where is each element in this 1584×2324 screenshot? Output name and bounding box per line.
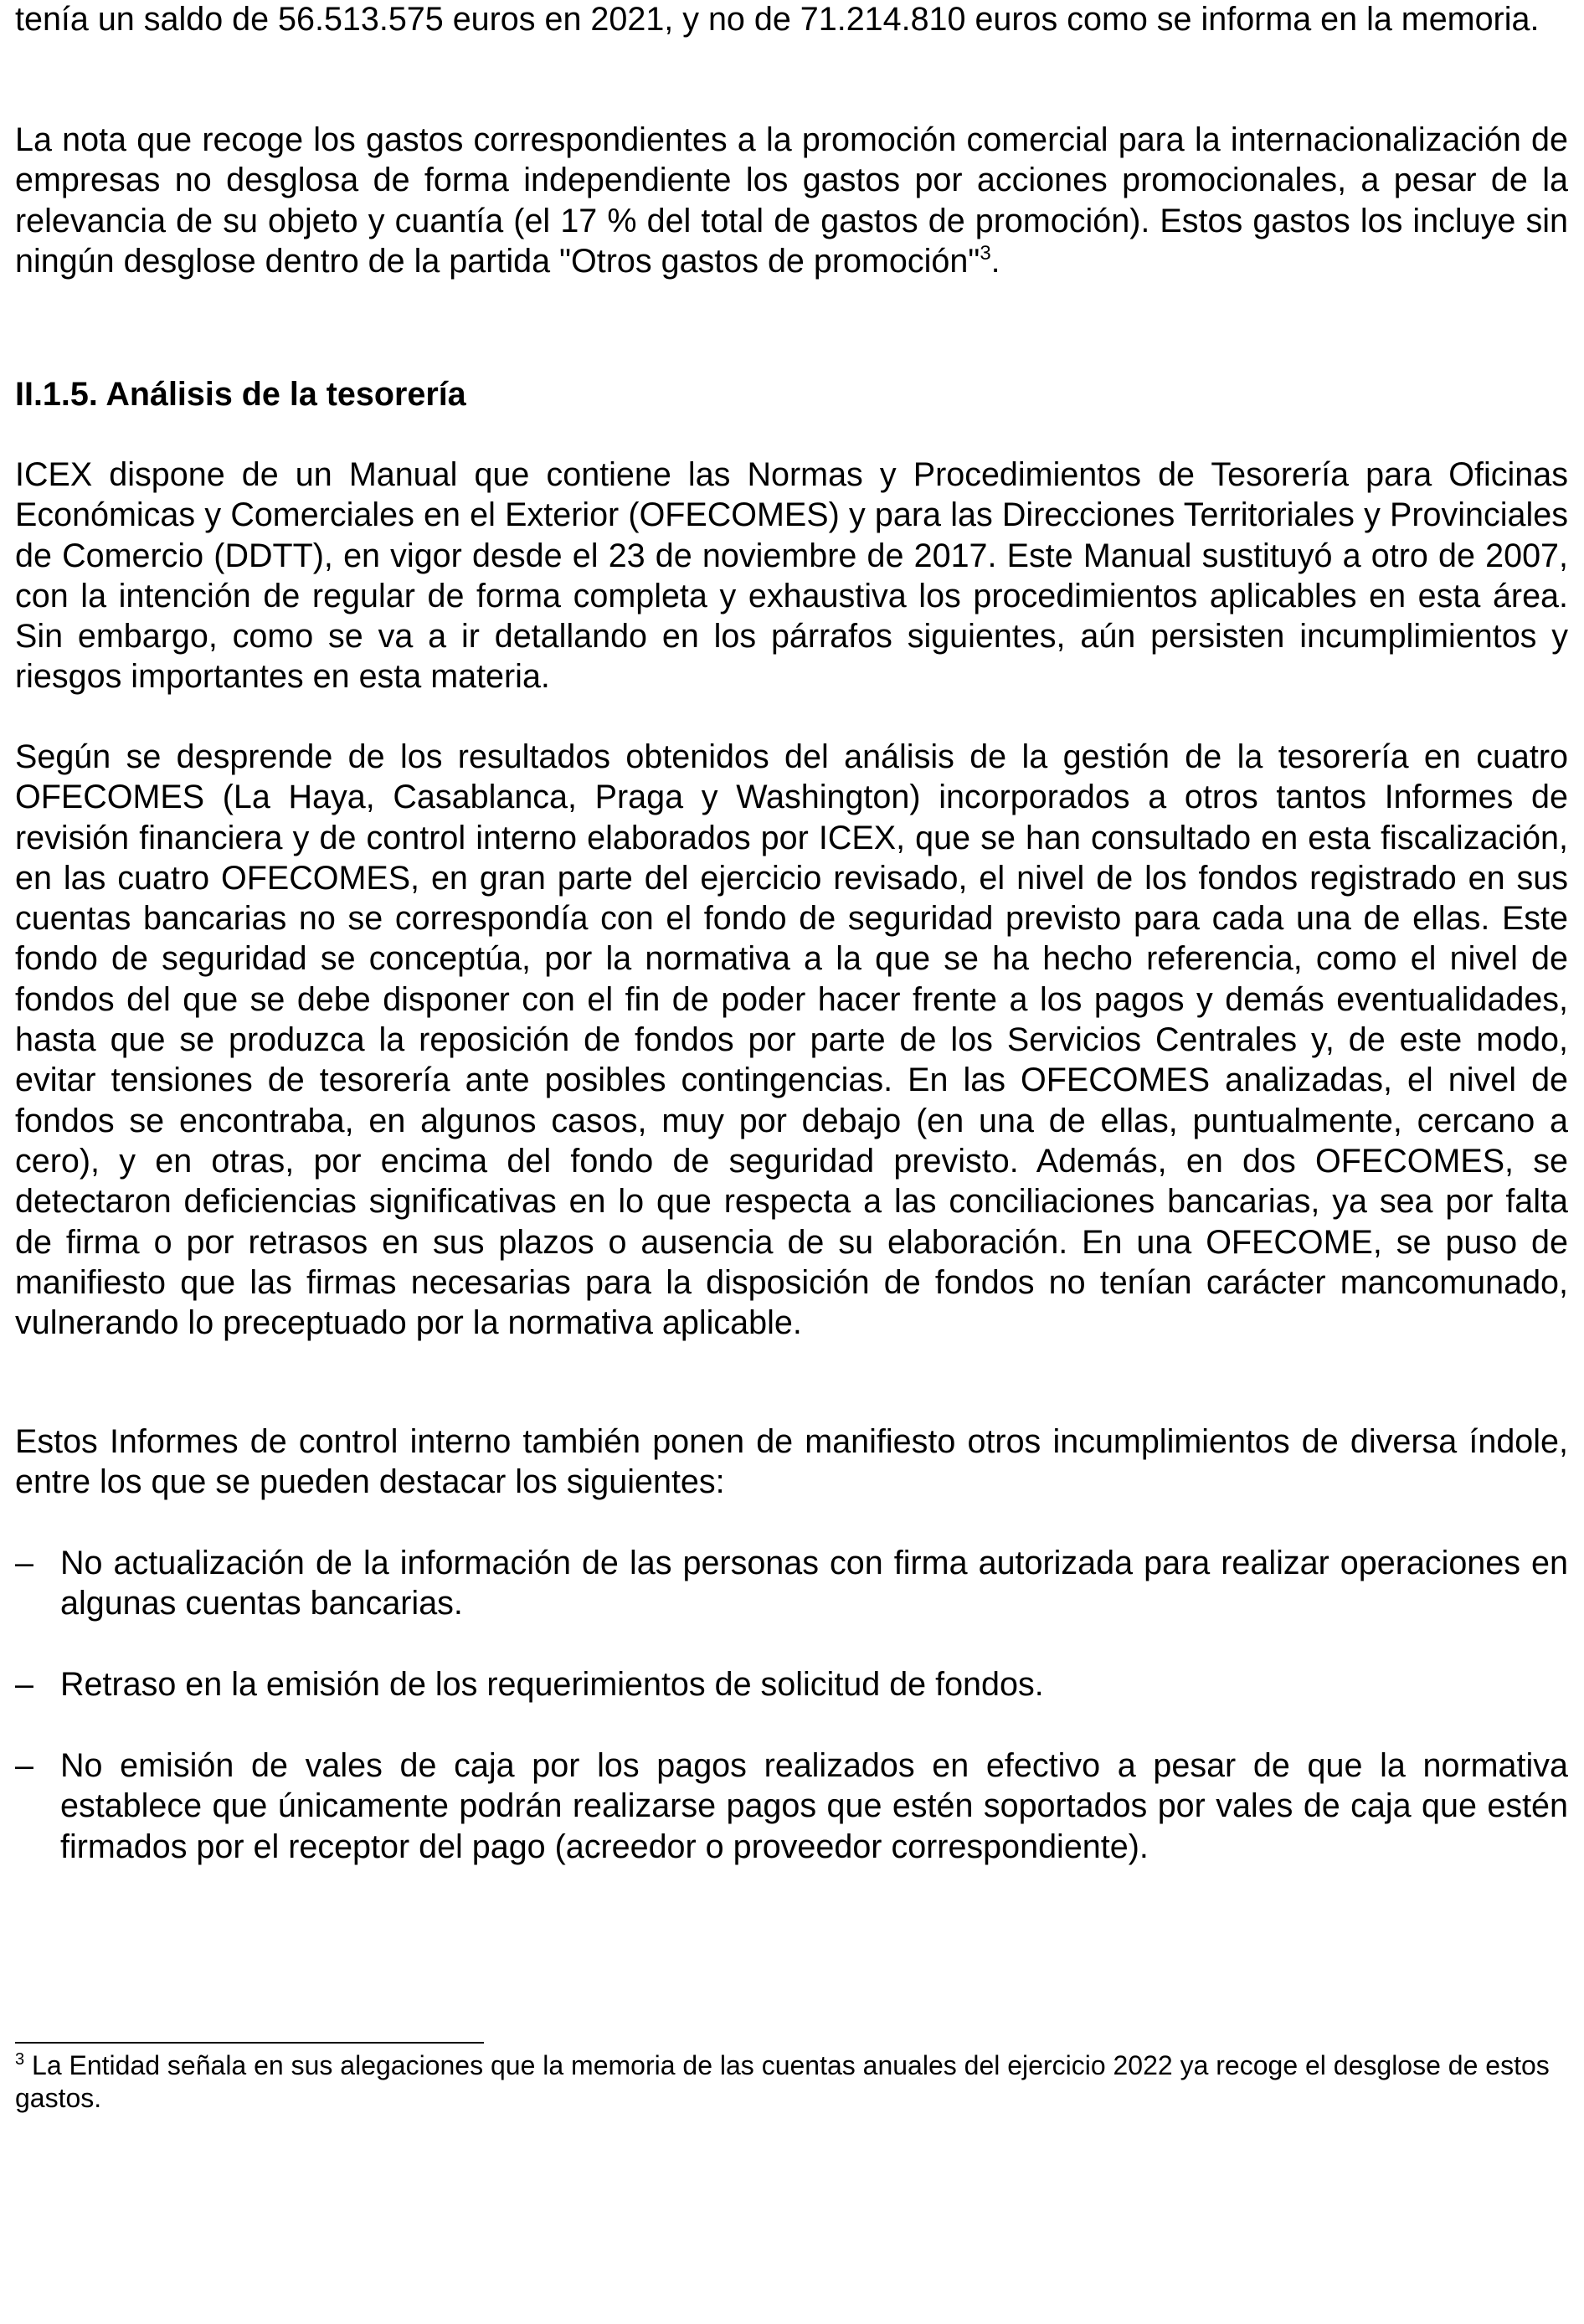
dash-bullet-icon: –: [15, 1747, 33, 1784]
list-item-text: Retraso en la emisión de los requerimientos de solicitud de fondos.: [60, 1666, 1044, 1703]
paragraph-promocion-text: La nota que recoge los gastos correspondientes a la promoción comercial para la internacionalización de empresas no desglosa de forma independiente los gastos por acciones promocionales, a pesar de la relevancia de su objeto y cuantía (el 17 % del total de gastos de promoción). Estos gastos los incluye sin ningún desglose dentro de la partida "Otros gastos de promoción": [15, 121, 1568, 280]
paragraph-ofecomes: Según se desprende de los resultados obtenidos del análisis de la gestión de la tesorería en cuatro OFECOMES (La Haya, Casablanca, Praga y Washington) incorporados a otros tantos Informes de revisión financiera y de control interno elaborados por ICEX, que se han consultado en esta fiscalización, en las cuatro OFECOMES, en gran parte del ejercicio revisado, el nivel de los fondos registrado en sus cuentas bancarias no se correspondía con el fondo de seguridad previsto para cada una de ellas. Este fondo de seguridad se conceptúa, por la normativa a la que se ha hecho referencia, como el nivel de fondos del que se debe disponer con el fin de poder hacer frente a los pagos y demás eventualidades, hasta que se produzca la reposición de fondos por parte de los Servicios Centrales y, de este modo, evitar tensiones de tesorería ante posibles contingencias. En las OFECOMES analizadas, el nivel de fondos se encontraba, en algunos casos, muy por debajo (en una de ellas, puntualmente, cercano a cero), y en otras, por encima del fondo de seguridad previsto. Además, en dos OFECOMES, se detectaron deficiencias significativas en lo que respecta a las conciliaciones bancarias, ya sea por falta de firma o por retrasos en sus plazos o ausencia de su elaboración. En una OFECOME, se puso de manifiesto que las firmas necesarias para la disposición de fondos no tenían carácter mancomunado, vulnerando lo preceptuado por la normativa aplicable.: [15, 738, 1568, 1342]
list-item: [15, 1664, 1568, 1704]
footnote: [15, 2049, 1568, 2114]
footnote-number: 3: [15, 2050, 25, 2069]
paragraph-manual: ICEX dispone de un Manual que contiene las Normas y Procedimientos de Tesorería para Oficinas Económicas y Comerciales en el Exterior (OFECOMES) y para las Direcciones Territoriales y Provinciales de Comercio (DDTT), en vigor desde el 23 de noviembre de 2017. Este Manual sustituyó a otro de 2007, con la intención de regular de forma completa y exhaustiva los procedimientos aplicables en esta área. Sin embargo, como se va a ir detallando en los párrafos siguientes, aún persisten incumplimientos y riesgos importantes en esta materia.: [15, 456, 1568, 696]
footnote-separator: [15, 2042, 484, 2044]
dash-bullet-icon: –: [15, 1545, 33, 1581]
paragraph-promocion-end: .: [990, 242, 1000, 280]
section-heading: II.1.5. Análisis de la tesorería: [15, 376, 466, 413]
list-item: [15, 1746, 1568, 1867]
list-item: [15, 1543, 1568, 1624]
footnote-ref[interactable]: 3: [980, 241, 991, 265]
paragraph-promocion: [15, 120, 1568, 281]
paragraph-saldo: tenía un saldo de 56.513.575 euros en 2021, y no de 71.214.810 euros como se informa en la memoria.: [15, 1, 1540, 38]
footnote-text: La Entidad señala en sus alegaciones que la memoria de las cuentas anuales del ejercicio 2022 ya recoge el desglose de estos gastos.: [15, 2050, 1550, 2113]
paragraph-informes: Estos Informes de control interno también ponen de manifiesto otros incumplimientos de diversa índole, entre los que se pueden destacar los siguientes:: [15, 1423, 1568, 1501]
list-item-text: No emisión de vales de caja por los pagos realizados en efectivo a pesar de que la normativa establece que únicamente podrán realizarse pagos que estén soportados por vales de caja que estén firmados por el receptor del pago (acreedor o proveedor correspondiente).: [60, 1747, 1568, 1865]
list-item-text: No actualización de la información de las personas con firma autorizada para realizar operaciones en algunas cuentas bancarias.: [60, 1545, 1568, 1622]
dash-bullet-icon: –: [15, 1666, 33, 1703]
